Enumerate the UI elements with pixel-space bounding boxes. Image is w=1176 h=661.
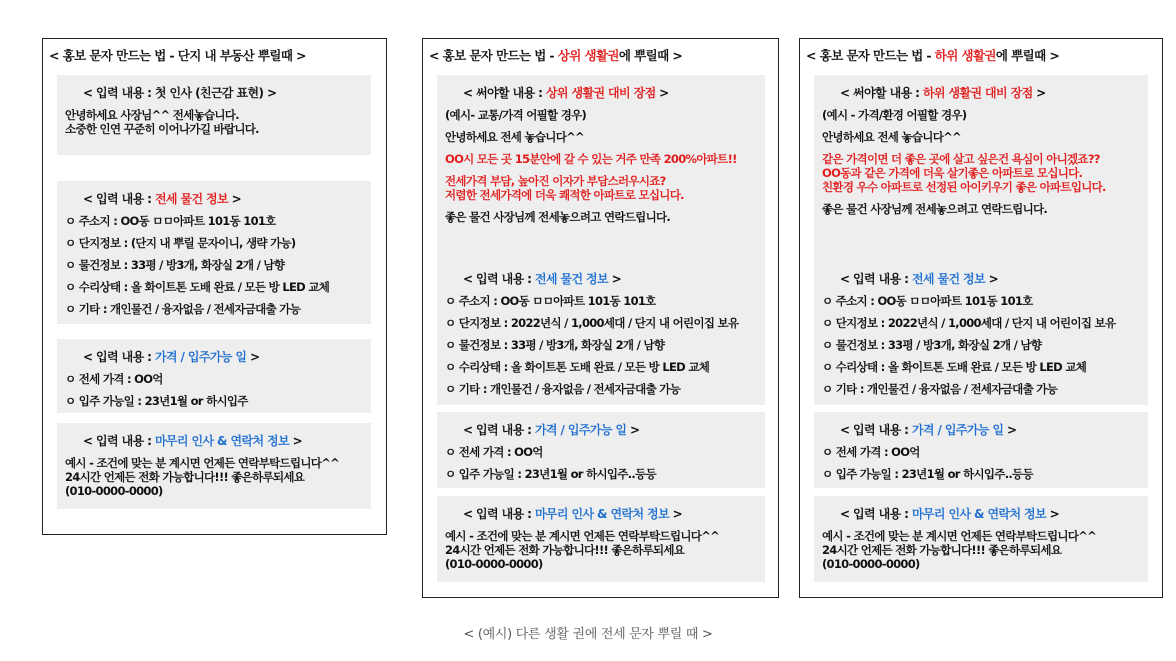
info-item: ㅇ 물건정보 : 33평 / 방3개, 화장실 2개 / 남향 [65,258,285,272]
info-item: ㅇ 수리상태 : 올 화이트톤 도배 완료 / 모든 방 LED 교체 [65,280,330,294]
header-highlight: 하위 생활권 대비 장점 [922,86,1033,100]
section-greeting [57,75,371,155]
header-suffix: > [228,192,242,206]
title-prefix: < 홍보 문자 만드는 법 - [806,48,935,63]
text-line: 예시 - 조건에 맞는 분 계시면 언제든 연락부탁드립니다^^ [822,529,1097,543]
header-highlight: 상위 생활권 대비 장점 [545,86,656,100]
header-highlight: 전세 물건 정보 [534,272,609,286]
header-suffix: > [626,423,640,437]
text-line: 안녕하세요 전세 놓습니다^^ [822,130,961,144]
header-prefix: < 입력 내용 : [840,272,912,286]
section-header [463,421,757,438]
panel-same-complex [42,38,387,535]
panel-title: < 홍보 문자 만드는 법 - 단지 내 부동산 뿌릴때 > [49,48,306,63]
header-prefix: < 입력 내용 : [83,434,155,448]
section-header: < 입력 내용 : 첫 인사 (친근감 표현) > [83,86,277,100]
info-item: ㅇ 전세 가격 : OO억 [65,372,163,386]
title-highlight: 상위 생활권 [557,48,619,63]
section-header [840,84,1140,101]
header-suffix: > [1046,507,1060,521]
section-header [83,432,363,449]
info-item: ㅇ 주소지 : OO동 ㅁㅁ아파트 101동 101호 [822,294,1033,308]
section-property-info [814,261,1148,405]
header-prefix: < 입력 내용 : [840,423,912,437]
header-highlight: 가격 / 입주가능 일 [911,423,1004,437]
section-header [840,505,1140,522]
panel-upper-area [422,38,779,598]
header-suffix: > [669,507,683,521]
text-line: (예시 - 가격/환경 어필할 경우) [822,108,967,122]
info-item: ㅇ 기타 : 개인물건 / 융자없음 / 전세자금대출 가능 [445,382,681,396]
header-prefix: < 입력 내용 : [463,272,535,286]
panel-title [800,39,1162,64]
header-highlight: 마무리 인사 & 연락처 정보 [911,507,1047,521]
section-closing [814,496,1148,582]
section-price [814,412,1148,488]
text-line: 좋은 물건 사장님께 전세놓으려고 연락드립니다. [822,202,1048,216]
info-item: ㅇ 단지정보 : 2022년식 / 1,000세대 / 단지 내 어린이집 보유 [822,316,1116,330]
section-header [463,84,757,101]
section-header [463,270,757,287]
section-header [840,421,1140,438]
section-header [463,505,757,522]
pitch-line: OO시 모든 곳 15분안에 갈 수 있는 거주 만족 200%아파트!! [445,152,737,166]
text-line: (010-0000-0000) [65,484,163,498]
header-highlight: 가격 / 입주가능 일 [534,423,627,437]
header-prefix: < 써야할 내용 : [840,86,923,100]
text-line: 예시 - 조건에 맞는 분 계시면 언제든 연락부탁드립니다^^ [65,456,340,470]
info-item: ㅇ 전세 가격 : OO억 [822,445,920,459]
text-line: 안녕하세요 사장님^^ 전세놓습니다. [65,108,239,122]
pitch-line: OO동과 같은 가격에 더욱 살기좋은 아파트로 모십니다. [822,166,1083,180]
figure-caption: < (예시) 다른 생활 권에 전세 문자 뿌릴 때 > [463,627,713,642]
info-item: ㅇ 단지정보 : 2022년식 / 1,000세대 / 단지 내 어린이집 보유 [445,316,739,330]
header-highlight: 가격 / 입주가능 일 [154,350,247,364]
info-item: ㅇ 물건정보 : 33평 / 방3개, 화장실 2개 / 남향 [445,338,665,352]
text-line: 24시간 언제든 전화 가능합니다!!! 좋은하루되세요 [65,470,305,484]
info-item: ㅇ 수리상태 : 올 화이트톤 도배 완료 / 모든 방 LED 교체 [445,360,710,374]
header-suffix: > [985,272,999,286]
section-advantages [437,75,765,261]
title-prefix: < 홍보 문자 만드는 법 - [429,48,558,63]
text-line: (010-0000-0000) [822,557,920,571]
title-suffix: 에 뿌릴때 > [995,48,1060,63]
title-suffix: 에 뿌릴때 > [618,48,683,63]
title-highlight: 하위 생활권 [934,48,996,63]
header-prefix: < 입력 내용 : [463,507,535,521]
section-closing [57,423,371,509]
section-closing [437,496,765,582]
text-line: (010-0000-0000) [445,557,543,571]
info-item: ㅇ 주소지 : OO동 ㅁㅁ아파트 101동 101호 [65,214,276,228]
header-prefix: < 입력 내용 : [463,423,535,437]
section-property-info [57,181,371,324]
header-suffix: > [608,272,622,286]
info-item: ㅇ 주소지 : OO동 ㅁㅁ아파트 101동 101호 [445,294,656,308]
text-line: 24시간 언제든 전화 가능합니다!!! 좋은하루되세요 [445,543,685,557]
info-item: ㅇ 전세 가격 : OO억 [445,445,543,459]
info-item: ㅇ 입주 가능일 : 23년1월 or 하시입주 [65,394,248,408]
info-item: ㅇ 입주 가능일 : 23년1월 or 하시입주..등등 [822,467,1033,481]
section-header [840,270,1140,287]
header-highlight: 전세 물건 정보 [154,192,229,206]
header-highlight: 마무리 인사 & 연락처 정보 [534,507,670,521]
text-line: 예시 - 조건에 맞는 분 계시면 언제든 연락부탁드립니다^^ [445,529,720,543]
section-price [57,339,371,413]
header-highlight: 마무리 인사 & 연락처 정보 [154,434,290,448]
panel-lower-area [799,38,1163,598]
header-prefix: < 입력 내용 : [83,350,155,364]
text-line: 소중한 인연 꾸준히 이어나가길 바랍니다. [65,122,259,136]
header-suffix: > [246,350,260,364]
header-suffix: > [289,434,303,448]
section-advantages [814,75,1148,261]
info-item: ㅇ 단지정보 : (단지 내 뿌릴 문자이니, 생략 가능) [65,236,296,250]
header-prefix: < 입력 내용 : [83,192,155,206]
text-line: 24시간 언제든 전화 가능합니다!!! 좋은하루되세요 [822,543,1062,557]
header-highlight: 전세 물건 정보 [911,272,986,286]
info-item: ㅇ 기타 : 개인물건 / 융자없음 / 전세자금대출 가능 [822,382,1058,396]
pitch-line: 저렴한 전세가격에 더욱 쾌적한 아파트로 모십니다. [445,188,684,202]
section-property-info [437,261,765,405]
header-prefix: < 써야할 내용 : [463,86,546,100]
panel-title [423,39,778,64]
pitch-line: 전세가격 부담, 높아진 이자가 부담스러우시죠? [445,174,666,188]
text-line: (예시- 교통/가격 어필할 경우) [445,108,587,122]
header-suffix: > [1003,423,1017,437]
pitch-line: 친환경 우수 아파트로 선정된 아이키우기 좋은 아파트입니다. [822,180,1106,194]
info-item: ㅇ 기타 : 개인물건 / 융자없음 / 전세자금대출 가능 [65,302,301,316]
info-item: ㅇ 수리상태 : 올 화이트톤 도배 완료 / 모든 방 LED 교체 [822,360,1087,374]
text-line: 안녕하세요 전세 놓습니다^^ [445,130,584,144]
header-suffix: > [655,86,669,100]
header-suffix: > [1032,86,1046,100]
info-item: ㅇ 입주 가능일 : 23년1월 or 하시입주..등등 [445,467,656,481]
section-header [83,190,363,207]
text-line: 좋은 물건 사장님께 전세놓으려고 연락드립니다. [445,210,671,224]
header-prefix: < 입력 내용 : [840,507,912,521]
section-price [437,412,765,488]
section-header [83,348,363,365]
pitch-line: 같은 가격이면 더 좋은 곳에 살고 싶은건 욕심이 아니겠죠?? [822,152,1100,166]
info-item: ㅇ 물건정보 : 33평 / 방3개, 화장실 2개 / 남향 [822,338,1042,352]
